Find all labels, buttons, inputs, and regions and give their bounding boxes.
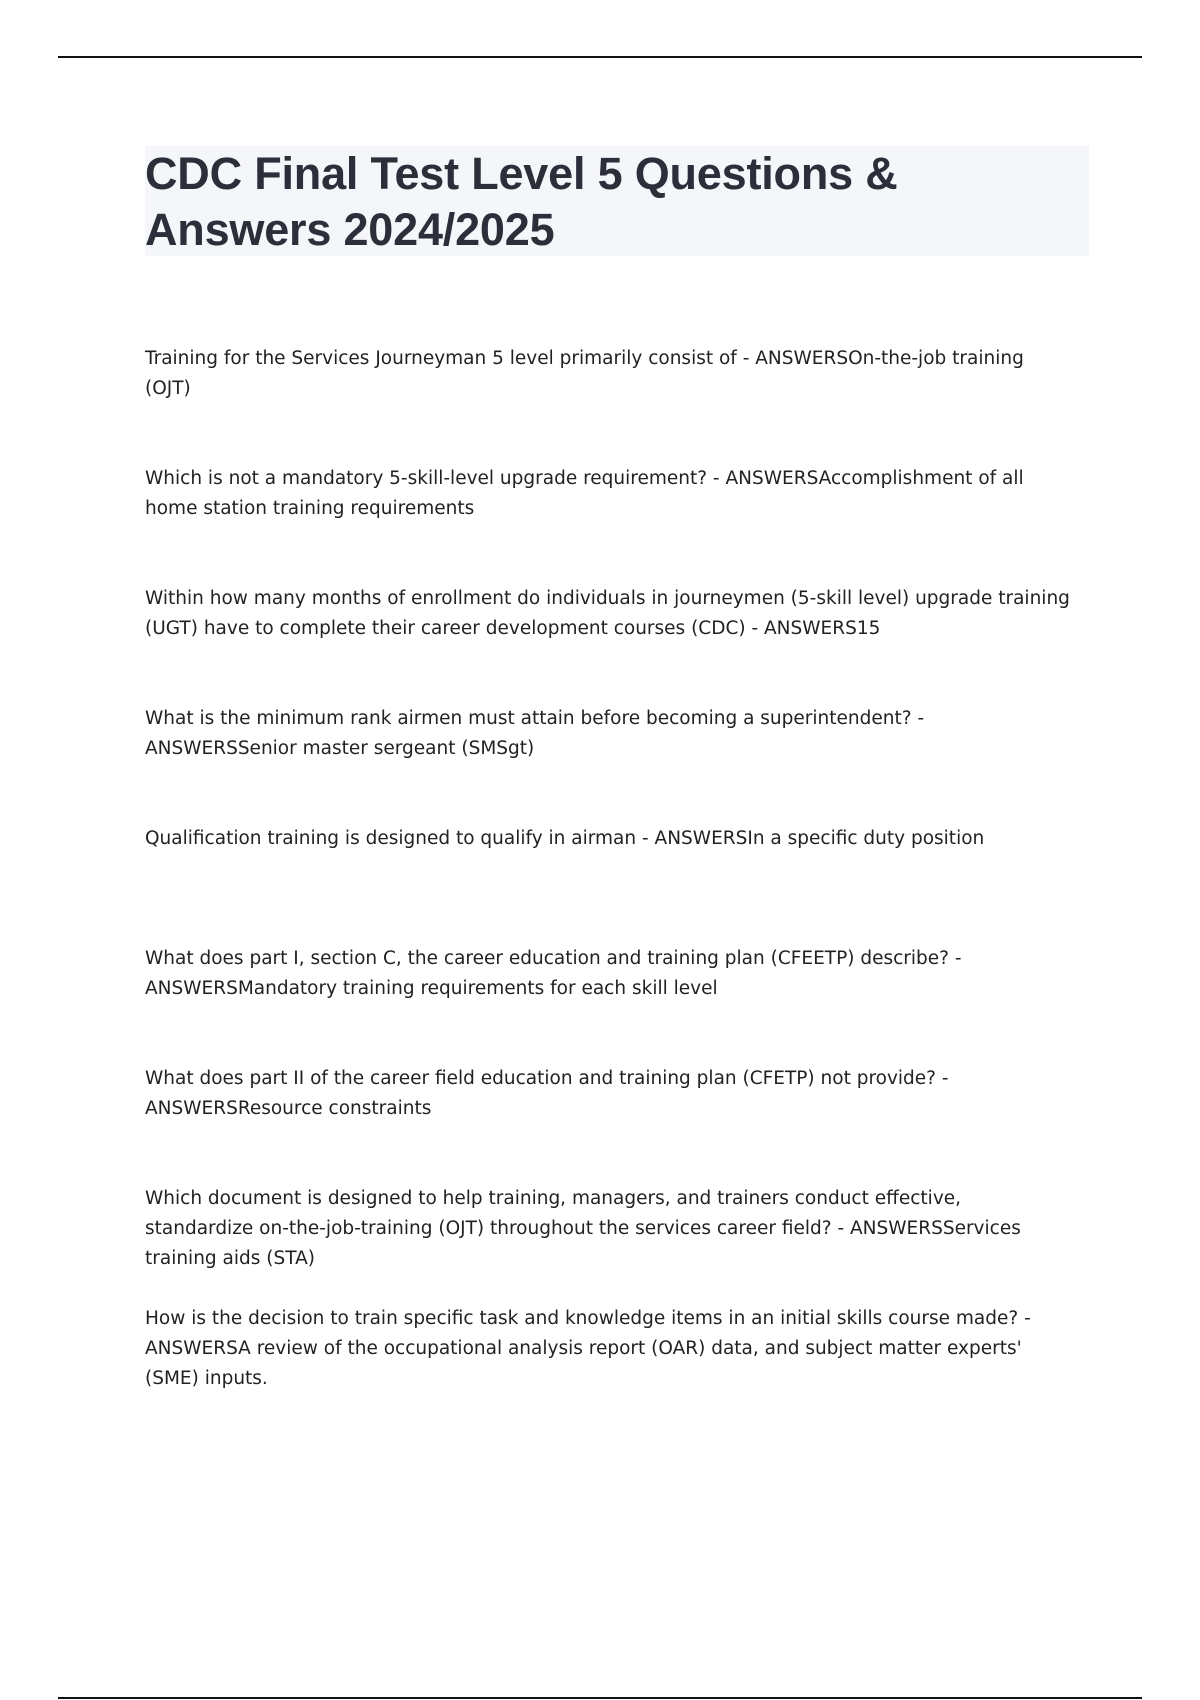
qa-item: Training for the Services Journeyman 5 level primarily consist of - ANSWERSOn-the-job training (OJT) <box>145 348 1024 399</box>
qa-item: Which is not a mandatory 5-skill-level upgrade requirement? - ANSWERSAccomplishment of all home station training requirements <box>145 468 1024 519</box>
qa-item: What does part I, section C, the career education and training plan (CFEETP) describe? - ANSWERSMandatory training requirements for each skill level <box>145 948 962 999</box>
bottom-divider <box>58 1697 1142 1699</box>
title-banner <box>145 146 1089 256</box>
top-divider <box>58 56 1142 58</box>
qa-item: Within how many months of enrollment do individuals in journeymen (5-skill level) upgrade training (UGT) have to complete their career development courses (CDC) - ANSWERS15 <box>145 588 1070 639</box>
qa-item: Which document is designed to help training, managers, and trainers conduct effective, standardize on-the-job-training (OJT) throughout the services career field? - ANSWERSServices training aids (STA) <box>145 1188 1021 1269</box>
qa-item: How is the decision to train specific task and knowledge items in an initial skills course made? - ANSWERSA review of the occupational analysis report (OAR) data, and subject matter experts' (SME) inputs. <box>145 1308 1031 1389</box>
qa-list <box>145 344 1075 1424</box>
qa-item: What does part II of the career field education and training plan (CFETP) not provide? - ANSWERSResource constraints <box>145 1068 949 1119</box>
document-title: CDC Final Test Level 5 Questions & Answers 2024/2025 <box>145 148 898 255</box>
qa-item: What is the minimum rank airmen must attain before becoming a superintendent? - ANSWERSSenior master sergeant (SMSgt) <box>145 708 925 759</box>
qa-item: Qualification training is designed to qualify in airman - ANSWERSIn a specific duty position <box>145 828 985 849</box>
